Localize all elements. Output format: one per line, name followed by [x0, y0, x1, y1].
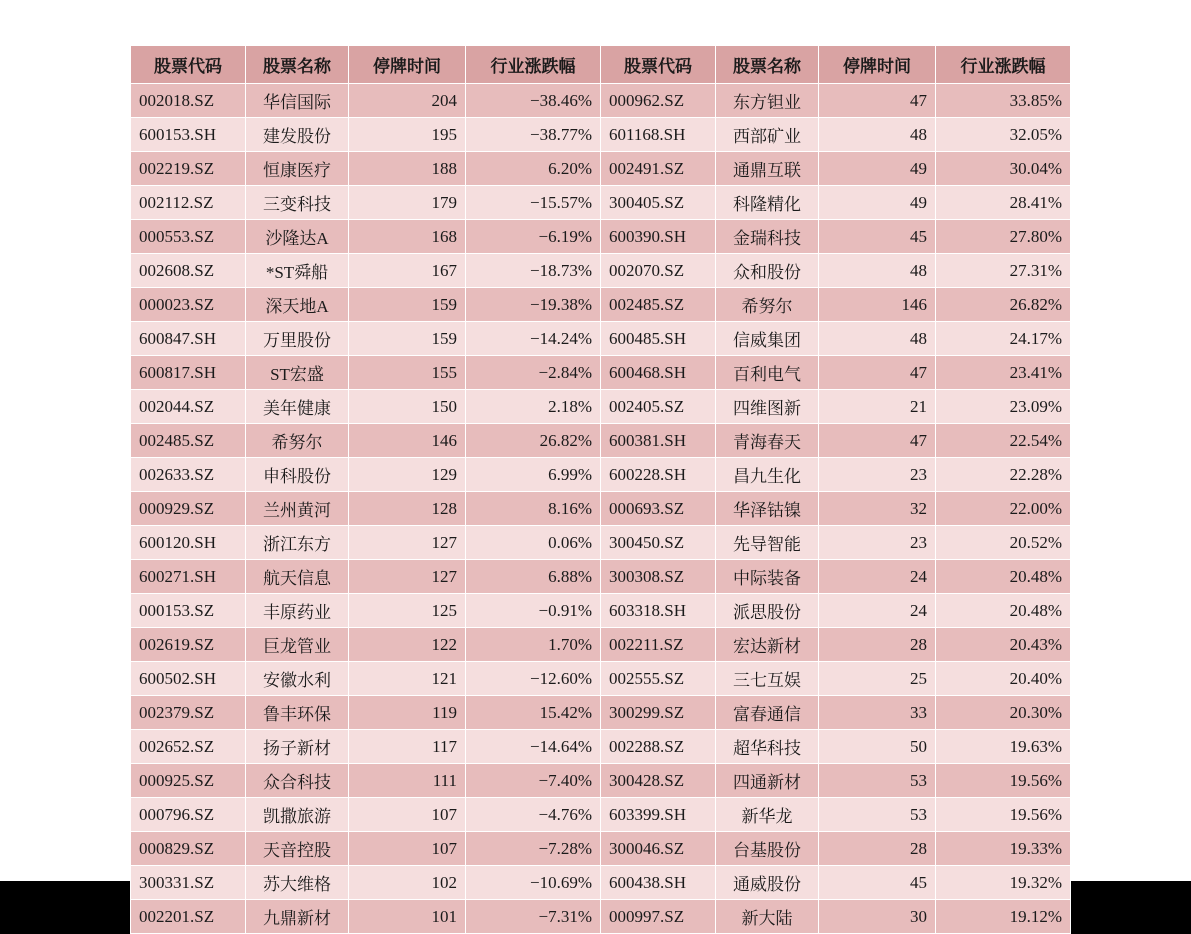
- cell-name-right: 通威股份: [716, 866, 819, 900]
- cell-halt-time-right: 30: [819, 900, 936, 934]
- header-halt-time-right: 停牌时间: [819, 46, 936, 84]
- cell-code-right: 300428.SZ: [601, 764, 716, 798]
- cell-name-right: 东方钽业: [716, 84, 819, 118]
- cell-name-left: 申科股份: [246, 458, 349, 492]
- cell-industry-change-right: 23.09%: [936, 390, 1071, 424]
- cell-name-right: 先导智能: [716, 526, 819, 560]
- cell-halt-time-left: 121: [349, 662, 466, 696]
- table-row: [131, 832, 1071, 866]
- cell-code-right: 000693.SZ: [601, 492, 716, 526]
- cell-name-left: 兰州黄河: [246, 492, 349, 526]
- cell-industry-change-right: 20.40%: [936, 662, 1071, 696]
- cell-name-right: 华泽钴镍: [716, 492, 819, 526]
- cell-code-left: 002112.SZ: [131, 186, 246, 220]
- cell-name-right: 通鼎互联: [716, 152, 819, 186]
- cell-halt-time-right: 33: [819, 696, 936, 730]
- cell-halt-time-right: 53: [819, 798, 936, 832]
- cell-halt-time-left: 155: [349, 356, 466, 390]
- cell-halt-time-left: 122: [349, 628, 466, 662]
- cell-industry-change-right: 26.82%: [936, 288, 1071, 322]
- cell-industry-change-right: 19.63%: [936, 730, 1071, 764]
- cell-name-left: 万里股份: [246, 322, 349, 356]
- cell-halt-time-left: 125: [349, 594, 466, 628]
- table-row: [131, 288, 1071, 322]
- cell-code-right: 300046.SZ: [601, 832, 716, 866]
- table-row: [131, 730, 1071, 764]
- cell-industry-change-left: −38.46%: [466, 84, 601, 118]
- cell-halt-time-right: 25: [819, 662, 936, 696]
- cell-industry-change-left: −10.69%: [466, 866, 601, 900]
- cell-name-left: 沙隆达A: [246, 220, 349, 254]
- cell-code-left: 002219.SZ: [131, 152, 246, 186]
- cell-code-right: 002485.SZ: [601, 288, 716, 322]
- cell-industry-change-left: 0.06%: [466, 526, 601, 560]
- cell-industry-change-right: 22.28%: [936, 458, 1071, 492]
- cell-industry-change-right: 19.12%: [936, 900, 1071, 934]
- cell-code-left: 002619.SZ: [131, 628, 246, 662]
- cell-halt-time-right: 45: [819, 866, 936, 900]
- header-name-left: 股票名称: [246, 46, 349, 84]
- cell-name-left: 建发股份: [246, 118, 349, 152]
- cell-name-right: 金瑞科技: [716, 220, 819, 254]
- cell-name-left: 丰原药业: [246, 594, 349, 628]
- header-code-left: 股票代码: [131, 46, 246, 84]
- cell-code-right: 600438.SH: [601, 866, 716, 900]
- table-row: [131, 662, 1071, 696]
- cell-halt-time-left: 159: [349, 288, 466, 322]
- table-row: [131, 866, 1071, 900]
- cell-halt-time-right: 146: [819, 288, 936, 322]
- cell-code-right: 300405.SZ: [601, 186, 716, 220]
- cell-industry-change-right: 22.00%: [936, 492, 1071, 526]
- cell-code-left: 600817.SH: [131, 356, 246, 390]
- cell-industry-change-right: 32.05%: [936, 118, 1071, 152]
- cell-industry-change-left: −7.40%: [466, 764, 601, 798]
- cell-name-left: 三变科技: [246, 186, 349, 220]
- cell-code-right: 300308.SZ: [601, 560, 716, 594]
- cell-industry-change-right: 19.56%: [936, 764, 1071, 798]
- table-row: [131, 628, 1071, 662]
- cell-code-right: 600381.SH: [601, 424, 716, 458]
- table-row: [131, 152, 1071, 186]
- cell-halt-time-right: 49: [819, 152, 936, 186]
- cell-industry-change-right: 19.32%: [936, 866, 1071, 900]
- cell-code-right: 000997.SZ: [601, 900, 716, 934]
- cell-code-left: 002652.SZ: [131, 730, 246, 764]
- cell-name-right: 希努尔: [716, 288, 819, 322]
- table-row: [131, 798, 1071, 832]
- cell-halt-time-left: 127: [349, 526, 466, 560]
- cell-code-left: 600847.SH: [131, 322, 246, 356]
- cell-name-left: 九鼎新材: [246, 900, 349, 934]
- cell-name-left: 美年健康: [246, 390, 349, 424]
- cell-halt-time-left: 119: [349, 696, 466, 730]
- table-row: [131, 322, 1071, 356]
- cell-industry-change-left: −38.77%: [466, 118, 601, 152]
- cell-code-right: 600485.SH: [601, 322, 716, 356]
- cell-name-left: 恒康医疗: [246, 152, 349, 186]
- cell-industry-change-left: −14.64%: [466, 730, 601, 764]
- cell-code-left: 000796.SZ: [131, 798, 246, 832]
- cell-code-left: 000829.SZ: [131, 832, 246, 866]
- cell-industry-change-left: 6.88%: [466, 560, 601, 594]
- cell-name-left: 苏大维格: [246, 866, 349, 900]
- cell-code-left: 600502.SH: [131, 662, 246, 696]
- cell-halt-time-right: 23: [819, 458, 936, 492]
- table-row: [131, 254, 1071, 288]
- table-row: [131, 526, 1071, 560]
- cell-industry-change-left: 6.20%: [466, 152, 601, 186]
- cell-industry-change-left: −0.91%: [466, 594, 601, 628]
- cell-halt-time-right: 32: [819, 492, 936, 526]
- cell-halt-time-right: 48: [819, 322, 936, 356]
- cell-code-left: 002633.SZ: [131, 458, 246, 492]
- cell-name-right: 台基股份: [716, 832, 819, 866]
- cell-code-left: 000553.SZ: [131, 220, 246, 254]
- cell-halt-time-right: 23: [819, 526, 936, 560]
- cell-code-left: 000023.SZ: [131, 288, 246, 322]
- cell-halt-time-right: 50: [819, 730, 936, 764]
- cell-code-left: 002608.SZ: [131, 254, 246, 288]
- cell-industry-change-left: −6.19%: [466, 220, 601, 254]
- cell-code-right: 600228.SH: [601, 458, 716, 492]
- cell-name-right: 青海春天: [716, 424, 819, 458]
- table-row: [131, 594, 1071, 628]
- cell-name-right: 超华科技: [716, 730, 819, 764]
- cell-code-left: 002379.SZ: [131, 696, 246, 730]
- cell-name-left: 扬子新材: [246, 730, 349, 764]
- cell-halt-time-left: 204: [349, 84, 466, 118]
- cell-code-left: 002018.SZ: [131, 84, 246, 118]
- cell-code-right: 603399.SH: [601, 798, 716, 832]
- cell-name-right: 三七互娱: [716, 662, 819, 696]
- cell-name-right: 四维图新: [716, 390, 819, 424]
- cell-halt-time-left: 168: [349, 220, 466, 254]
- cell-halt-time-right: 28: [819, 628, 936, 662]
- cell-code-right: 300299.SZ: [601, 696, 716, 730]
- cell-industry-change-right: 20.48%: [936, 594, 1071, 628]
- table-body: [131, 84, 1071, 934]
- cell-industry-change-right: 24.17%: [936, 322, 1071, 356]
- cell-code-right: 002555.SZ: [601, 662, 716, 696]
- cell-industry-change-right: 28.41%: [936, 186, 1071, 220]
- cell-industry-change-right: 19.33%: [936, 832, 1071, 866]
- cell-halt-time-right: 47: [819, 84, 936, 118]
- header-name-right: 股票名称: [716, 46, 819, 84]
- cell-name-right: 新华龙: [716, 798, 819, 832]
- cell-code-right: 002491.SZ: [601, 152, 716, 186]
- cell-name-right: 科隆精化: [716, 186, 819, 220]
- header-industry-change-left: 行业涨跌幅: [466, 46, 601, 84]
- cell-name-right: 富春通信: [716, 696, 819, 730]
- cell-code-right: 601168.SH: [601, 118, 716, 152]
- cell-code-left: 600120.SH: [131, 526, 246, 560]
- cell-industry-change-right: 23.41%: [936, 356, 1071, 390]
- cell-name-right: 中际装备: [716, 560, 819, 594]
- cell-code-right: 002288.SZ: [601, 730, 716, 764]
- cell-code-left: 002044.SZ: [131, 390, 246, 424]
- cell-industry-change-left: 6.99%: [466, 458, 601, 492]
- cell-name-left: 凯撒旅游: [246, 798, 349, 832]
- table-row: [131, 560, 1071, 594]
- cell-code-right: 600390.SH: [601, 220, 716, 254]
- cell-name-right: 派思股份: [716, 594, 819, 628]
- cell-industry-change-right: 20.43%: [936, 628, 1071, 662]
- header-code-right: 股票代码: [601, 46, 716, 84]
- cell-halt-time-right: 45: [819, 220, 936, 254]
- cell-industry-change-right: 19.56%: [936, 798, 1071, 832]
- cell-industry-change-left: −2.84%: [466, 356, 601, 390]
- header-industry-change-right: 行业涨跌幅: [936, 46, 1071, 84]
- cell-halt-time-left: 188: [349, 152, 466, 186]
- table-row: [131, 900, 1071, 934]
- cell-name-left: 众合科技: [246, 764, 349, 798]
- cell-code-left: 002485.SZ: [131, 424, 246, 458]
- table-row: [131, 458, 1071, 492]
- cell-industry-change-left: −14.24%: [466, 322, 601, 356]
- cell-code-right: 600468.SH: [601, 356, 716, 390]
- cell-code-left: 000153.SZ: [131, 594, 246, 628]
- cell-code-right: 603318.SH: [601, 594, 716, 628]
- cell-name-left: *ST舜船: [246, 254, 349, 288]
- cell-halt-time-right: 48: [819, 254, 936, 288]
- cell-name-right: 信威集团: [716, 322, 819, 356]
- table-row: [131, 764, 1071, 798]
- cell-name-right: 昌九生化: [716, 458, 819, 492]
- cell-name-left: 航天信息: [246, 560, 349, 594]
- cell-name-left: 华信国际: [246, 84, 349, 118]
- cell-code-right: 000962.SZ: [601, 84, 716, 118]
- cell-code-left: 600153.SH: [131, 118, 246, 152]
- cell-name-left: 浙江东方: [246, 526, 349, 560]
- cell-name-left: 希努尔: [246, 424, 349, 458]
- cell-name-right: 新大陆: [716, 900, 819, 934]
- cell-halt-time-left: 107: [349, 832, 466, 866]
- cell-industry-change-right: 33.85%: [936, 84, 1071, 118]
- cell-code-left: 002201.SZ: [131, 900, 246, 934]
- cell-industry-change-right: 30.04%: [936, 152, 1071, 186]
- cell-halt-time-left: 146: [349, 424, 466, 458]
- cell-halt-time-right: 24: [819, 594, 936, 628]
- cell-industry-change-right: 20.30%: [936, 696, 1071, 730]
- cell-halt-time-right: 21: [819, 390, 936, 424]
- cell-name-right: 四通新材: [716, 764, 819, 798]
- cell-halt-time-right: 47: [819, 356, 936, 390]
- cell-code-left: 300331.SZ: [131, 866, 246, 900]
- table-row: [131, 186, 1071, 220]
- cell-industry-change-right: 27.80%: [936, 220, 1071, 254]
- cell-industry-change-left: −18.73%: [466, 254, 601, 288]
- header-halt-time-left: 停牌时间: [349, 46, 466, 84]
- cell-halt-time-left: 128: [349, 492, 466, 526]
- cell-name-right: 百利电气: [716, 356, 819, 390]
- cell-industry-change-left: 8.16%: [466, 492, 601, 526]
- table-row: [131, 390, 1071, 424]
- stock-table: [130, 45, 1071, 934]
- cell-halt-time-right: 47: [819, 424, 936, 458]
- cell-name-left: 安徽水利: [246, 662, 349, 696]
- cell-halt-time-left: 159: [349, 322, 466, 356]
- table-header-row: [131, 46, 1071, 84]
- cell-industry-change-left: 2.18%: [466, 390, 601, 424]
- cell-name-left: ST宏盛: [246, 356, 349, 390]
- cell-halt-time-left: 101: [349, 900, 466, 934]
- table-row: [131, 84, 1071, 118]
- cell-name-left: 天音控股: [246, 832, 349, 866]
- cell-halt-time-left: 107: [349, 798, 466, 832]
- table-row: [131, 424, 1071, 458]
- cell-halt-time-left: 179: [349, 186, 466, 220]
- cell-industry-change-left: −19.38%: [466, 288, 601, 322]
- table-row: [131, 356, 1071, 390]
- cell-halt-time-left: 167: [349, 254, 466, 288]
- stock-table-container: [130, 45, 1071, 934]
- cell-code-left: 000929.SZ: [131, 492, 246, 526]
- cell-code-right: 300450.SZ: [601, 526, 716, 560]
- cell-halt-time-left: 195: [349, 118, 466, 152]
- cell-industry-change-left: 26.82%: [466, 424, 601, 458]
- cell-halt-time-right: 48: [819, 118, 936, 152]
- cell-code-right: 002211.SZ: [601, 628, 716, 662]
- cell-halt-time-right: 53: [819, 764, 936, 798]
- cell-industry-change-left: −12.60%: [466, 662, 601, 696]
- cell-industry-change-right: 22.54%: [936, 424, 1071, 458]
- cell-halt-time-left: 150: [349, 390, 466, 424]
- cell-name-left: 深天地A: [246, 288, 349, 322]
- cell-halt-time-left: 102: [349, 866, 466, 900]
- cell-industry-change-left: 15.42%: [466, 696, 601, 730]
- table-header: [131, 46, 1071, 84]
- table-row: [131, 696, 1071, 730]
- cell-industry-change-left: −4.76%: [466, 798, 601, 832]
- cell-name-left: 鲁丰环保: [246, 696, 349, 730]
- cell-industry-change-right: 20.48%: [936, 560, 1071, 594]
- cell-code-right: 002070.SZ: [601, 254, 716, 288]
- cell-industry-change-right: 27.31%: [936, 254, 1071, 288]
- table-row: [131, 118, 1071, 152]
- cell-code-left: 000925.SZ: [131, 764, 246, 798]
- cell-name-right: 宏达新材: [716, 628, 819, 662]
- cell-name-left: 巨龙管业: [246, 628, 349, 662]
- cell-name-right: 西部矿业: [716, 118, 819, 152]
- cell-name-right: 众和股份: [716, 254, 819, 288]
- cell-halt-time-left: 127: [349, 560, 466, 594]
- cell-halt-time-left: 117: [349, 730, 466, 764]
- cell-industry-change-right: 20.52%: [936, 526, 1071, 560]
- table-row: [131, 492, 1071, 526]
- cell-industry-change-left: −15.57%: [466, 186, 601, 220]
- cell-code-right: 002405.SZ: [601, 390, 716, 424]
- cell-halt-time-left: 111: [349, 764, 466, 798]
- cell-industry-change-left: 1.70%: [466, 628, 601, 662]
- cell-industry-change-left: −7.31%: [466, 900, 601, 934]
- cell-halt-time-left: 129: [349, 458, 466, 492]
- cell-halt-time-right: 24: [819, 560, 936, 594]
- cell-industry-change-left: −7.28%: [466, 832, 601, 866]
- cell-code-left: 600271.SH: [131, 560, 246, 594]
- cell-halt-time-right: 49: [819, 186, 936, 220]
- table-row: [131, 220, 1071, 254]
- cell-halt-time-right: 28: [819, 832, 936, 866]
